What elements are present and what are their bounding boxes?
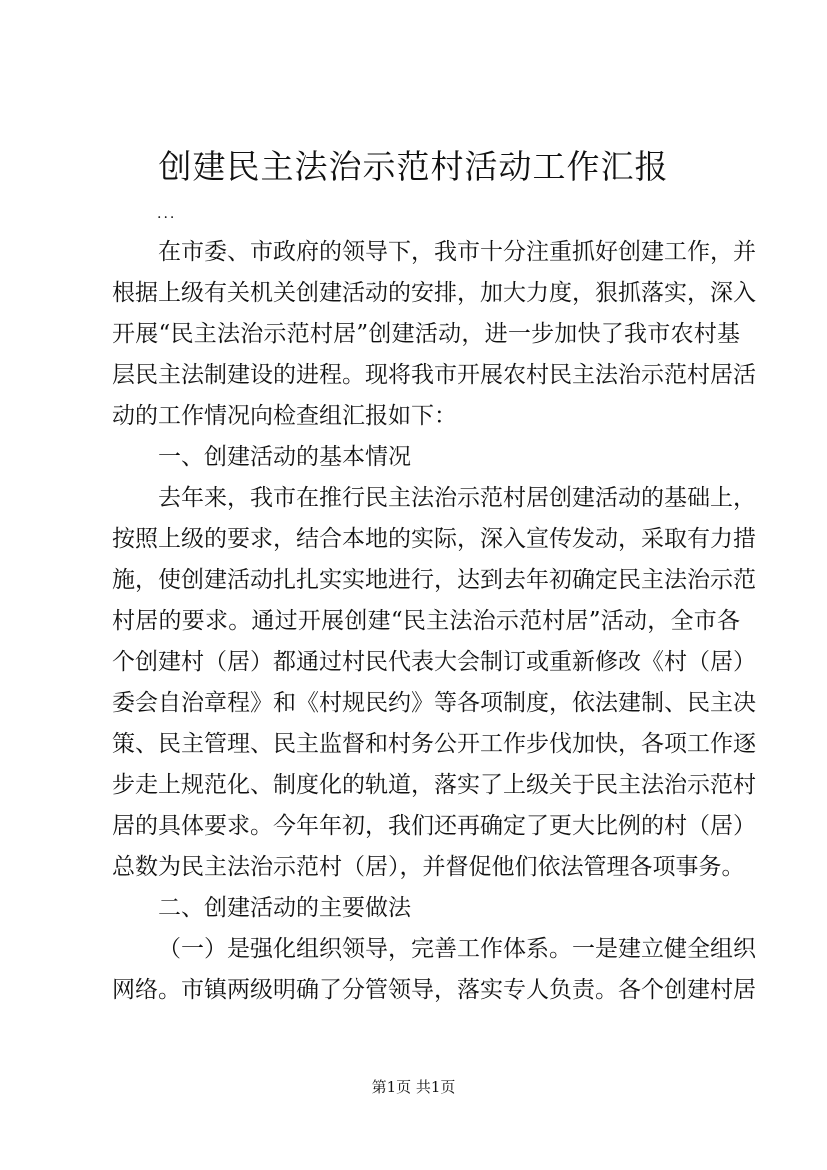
document-body (112, 232, 756, 1011)
paragraph-line: 动的工作情况向检查组汇报如下： (112, 403, 457, 429)
paragraph-line: 根据上级有关机关创建活动的安排，加大力度，狠抓落实，深入 (112, 280, 756, 306)
paragraph-line: 按照上级的要求，结合本地的实际，深入宣传发动，采取有力措 (112, 526, 756, 552)
paragraph-line: 策、民主管理、民主监督和村务公开工作步伐加快，各项工作逐 (112, 731, 756, 757)
section-heading: 二、创建活动的主要做法 (158, 895, 411, 921)
paragraph-line: 个创建村（居）都通过村民代表大会制订或重新修改《村（居） (112, 649, 756, 675)
paragraph-line: 居的具体要求。今年年初，我们还再确定了更大比例的村（居） (112, 813, 756, 839)
paragraph-line: 网络。市镇两级明确了分管领导，落实专人负责。各个创建村居 (112, 977, 756, 1003)
ellipsis-marker: ... (157, 206, 177, 222)
paragraph-line: 步走上规范化、制度化的轨道，落实了上级关于民主法治示范村 (112, 772, 756, 798)
paragraph-line: 去年来，我市在推行民主法治示范村居创建活动的基础上， (158, 485, 756, 511)
page-footer: 第1页 共1页 (371, 1078, 456, 1096)
document-title: 创建民主法治示范村活动工作汇报 (158, 147, 669, 186)
paragraph-line: 村居的要求。通过开展创建“民主法治示范村居”活动，全市各 (112, 608, 740, 634)
section-heading: 一、创建活动的基本情况 (158, 444, 411, 470)
paragraph-line: 开展“民主法治示范村居”创建活动，进一步加快了我市农村基 (112, 321, 740, 347)
paragraph-line: 总数为民主法治示范村（居），并督促他们依法管理各项事务。 (112, 854, 745, 880)
paragraph-line: 施，使创建活动扎扎实实地进行，达到去年初确定民主法治示范 (112, 567, 756, 593)
paragraph-line: 在市委、市政府的领导下，我市十分注重抓好创建工作，并 (158, 239, 756, 265)
paragraph-line: 委会自治章程》和《村规民约》等各项制度，依法建制、民主决 (112, 690, 756, 716)
paragraph-line: （一）是强化组织领导，完善工作体系。一是建立健全组织 (158, 936, 756, 962)
paragraph-line: 层民主法制建设的进程。现将我市开展农村民主法治示范村居活 (112, 362, 756, 388)
